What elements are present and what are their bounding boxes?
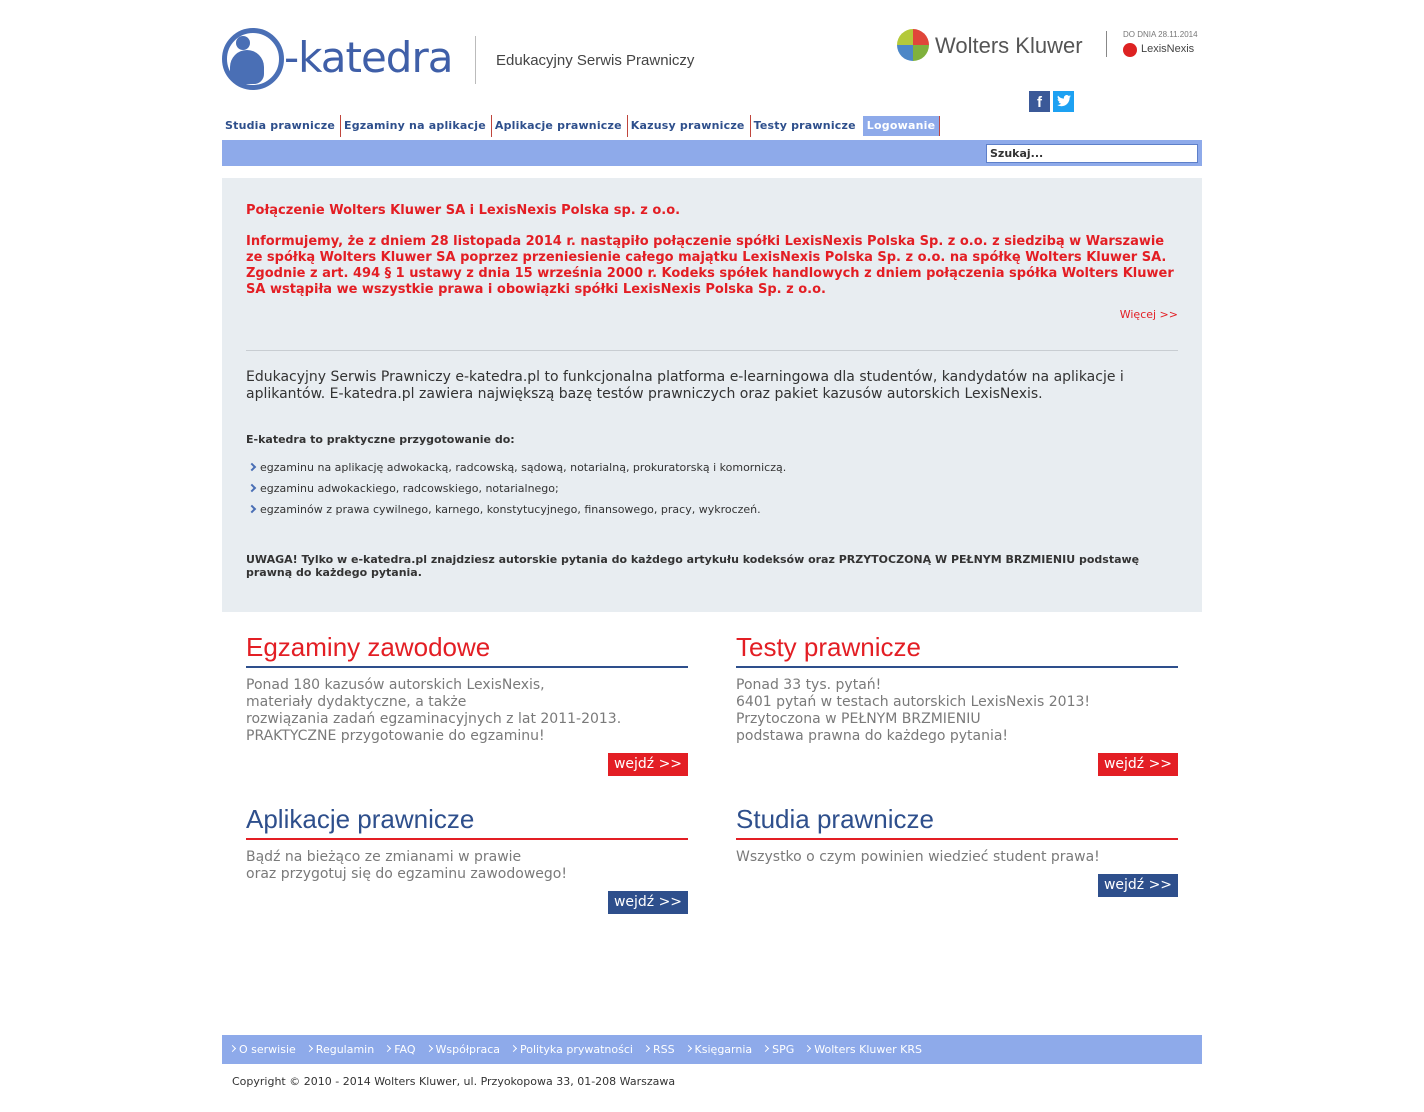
prep-item-text: egzaminu na aplikację adwokacką, radcowską, sądową, notarialną, prokuratorską i komorniczą. [260, 461, 787, 474]
chevron-right-icon [425, 1045, 432, 1052]
warning-text: UWAGA! Tylko w e-katedra.pl znajdziesz autorskie pytania do każdego artykułu kodeksów oraz PRZYTOCZONĄ W PEŁNYM BRZMIENIU podstawę prawną do każdego pytania. [246, 553, 1140, 579]
footer-link-label: O serwisie [239, 1043, 296, 1056]
prep-title: E-katedra to praktyczne przygotowanie do: [246, 433, 515, 446]
nav-item-logowanie[interactable]: Logowanie [863, 116, 940, 136]
twitter-icon[interactable] [1053, 91, 1074, 112]
enter-button[interactable]: wejdź >> [608, 753, 688, 776]
footer-bar [222, 1035, 1202, 1064]
list-item [246, 481, 786, 502]
lexisnexis-mark-icon [1123, 43, 1137, 57]
footer-link[interactable] [427, 1043, 500, 1056]
section-rule [736, 666, 1178, 668]
section-text: Bądź na bieżąco ze zmianami w prawie oraz przygotuj się do egzaminu zawodowego! [246, 849, 567, 882]
intro-text: Edukacyjny Serwis Prawniczy e-katedra.pl to funkcjonalna platforma e-learningowa dla studentów, kandydatów na aplikacje i aplikantów. E-katedra.pl zawiera największą bazę testów prawniczych oraz pakiet kazusów autorskich LexisNexis. [246, 369, 1124, 402]
footer-link-label: Współpraca [435, 1043, 501, 1056]
logo-figure-body [230, 50, 264, 84]
nav-item-studia[interactable]: Studia prawnicze [222, 115, 341, 137]
footer-link[interactable] [230, 1043, 296, 1056]
footer-link-label: Księgarnia [694, 1043, 753, 1056]
footer-link-label: Wolters Kluwer KRS [814, 1043, 922, 1056]
prep-item-text: egzaminów z prawa cywilnego, karnego, konstytucyjnego, finansowego, pracy, wykroczeń. [260, 503, 761, 516]
section-title[interactable]: Studia prawnicze [736, 804, 934, 834]
wolters-kluwer-mark-icon [897, 29, 929, 61]
prep-item-text: egzaminu adwokackiego, radcowskiego, notarialnego; [260, 482, 559, 495]
section-testy-prawnicze [736, 632, 1178, 778]
wolters-kluwer-logo[interactable] [897, 29, 1097, 61]
enter-button[interactable]: wejdź >> [1098, 874, 1178, 897]
e-katedra-logo[interactable] [222, 28, 462, 90]
panel-divider [246, 350, 1178, 351]
footer-link[interactable] [686, 1043, 753, 1056]
chevron-right-icon [685, 1045, 692, 1052]
facebook-icon[interactable]: f [1029, 91, 1050, 112]
section-egzaminy-zawodowe [246, 632, 688, 778]
enter-button[interactable]: wejdź >> [1098, 753, 1178, 776]
chevron-right-icon [643, 1045, 650, 1052]
section-title[interactable]: Aplikacje prawnicze [246, 804, 475, 834]
logo-figure-head [236, 36, 250, 50]
section-aplikacje-prawnicze [246, 804, 688, 916]
footer-link-label: RSS [652, 1043, 675, 1056]
footer-link[interactable] [307, 1043, 374, 1056]
site-tagline: Edukacyjny Serwis Prawniczy [496, 52, 695, 69]
footer-link[interactable] [511, 1043, 633, 1056]
logo-divider [1106, 31, 1107, 57]
notice-title: Połączenie Wolters Kluwer SA i LexisNexis Polska sp. z o.o. [246, 203, 681, 218]
bullet-arrow-icon [248, 505, 256, 513]
chevron-right-icon [762, 1045, 769, 1052]
list-item [246, 460, 786, 481]
wolters-kluwer-text: Wolters Kluwer [935, 33, 1083, 58]
info-panel [222, 178, 1202, 612]
enter-button[interactable]: wejdź >> [608, 891, 688, 914]
lexisnexis-text: LexisNexis [1141, 43, 1195, 55]
footer-link-label: Regulamin [315, 1043, 375, 1056]
main-nav [222, 115, 940, 137]
prep-list [246, 460, 786, 523]
nav-item-egzaminy[interactable]: Egzaminy na aplikacje [341, 115, 492, 137]
footer-link[interactable] [805, 1043, 922, 1056]
footer-link-label: Polityka prywatności [520, 1043, 633, 1056]
section-text: Ponad 33 tys. pytań! 6401 pytań w testach autorskich LexisNexis 2013! Przytoczona w PEŁNYM BRZMIENIU podstawa prawna do każdego pytania! [736, 677, 1090, 744]
notice-body: Informujemy, że z dniem 28 listopada 2014 r. nastąpiło połączenie spółki LexisNexis Polska Sp. z o.o. z siedzibą w Warszawie ze spółką Wolters Kluwer SA poprzez przeniesienie całego majątku LexisNexis Polska Sp. z o.o. na spółkę Wolters Kluwer SA. Zgodnie z art. 494 § 1 ustawy z dnia 15 września 2000 r. Kodeks spółek handlowych z dniem połączenia spółka Wolters Kluwer SA wstąpiła we wszystkie prawa i obowiązki spółki LexisNexis Polska Sp. z o.o. [246, 234, 1174, 297]
footer-link-label: FAQ [394, 1043, 416, 1056]
chevron-right-icon [229, 1045, 236, 1052]
search-bar [222, 140, 1202, 166]
more-link[interactable]: Więcej >> [1119, 308, 1178, 321]
search-input[interactable] [986, 144, 1198, 163]
nav-item-aplikacje[interactable]: Aplikacje prawnicze [492, 115, 628, 137]
footer-link[interactable] [644, 1043, 675, 1056]
section-rule [246, 838, 688, 840]
bullet-arrow-icon [248, 463, 256, 471]
chevron-right-icon [306, 1045, 313, 1052]
chevron-right-icon [510, 1045, 517, 1052]
nav-item-kazusy[interactable]: Kazusy prawnicze [628, 115, 751, 137]
lexisnexis-logo[interactable] [1123, 42, 1213, 58]
nav-item-testy[interactable]: Testy prawnicze [753, 119, 856, 132]
bullet-arrow-icon [248, 484, 256, 492]
header-divider [475, 36, 476, 84]
section-rule [246, 666, 688, 668]
section-studia-prawnicze [736, 804, 1178, 900]
section-text: Ponad 180 kazusów autorskich LexisNexis, materiały dydaktyczne, a także rozwiązania zadań egzaminacyjnych z lat 2011-2013. PRAKTYCZNE przygotowanie do egzaminu! [246, 677, 622, 744]
list-item [246, 502, 786, 523]
chevron-right-icon [804, 1045, 811, 1052]
section-text: Wszystko o czym powinien wiedzieć student prawa! [736, 849, 1100, 865]
lexisnexis-date: DO DNIA 28.11.2014 [1123, 30, 1198, 39]
page [222, 0, 1202, 1112]
copyright: Copyright © 2010 - 2014 Wolters Kluwer, ul. Przyokopowa 33, 01-208 Warszawa [232, 1075, 676, 1088]
footer-link[interactable] [385, 1043, 415, 1056]
section-title[interactable]: Egzaminy zawodowe [246, 632, 491, 662]
footer-link-label: SPG [772, 1043, 795, 1056]
footer-link[interactable] [763, 1043, 794, 1056]
section-rule [736, 838, 1178, 840]
chevron-right-icon [384, 1045, 391, 1052]
section-title[interactable]: Testy prawnicze [736, 632, 921, 662]
logo-text: -katedra [284, 33, 453, 82]
